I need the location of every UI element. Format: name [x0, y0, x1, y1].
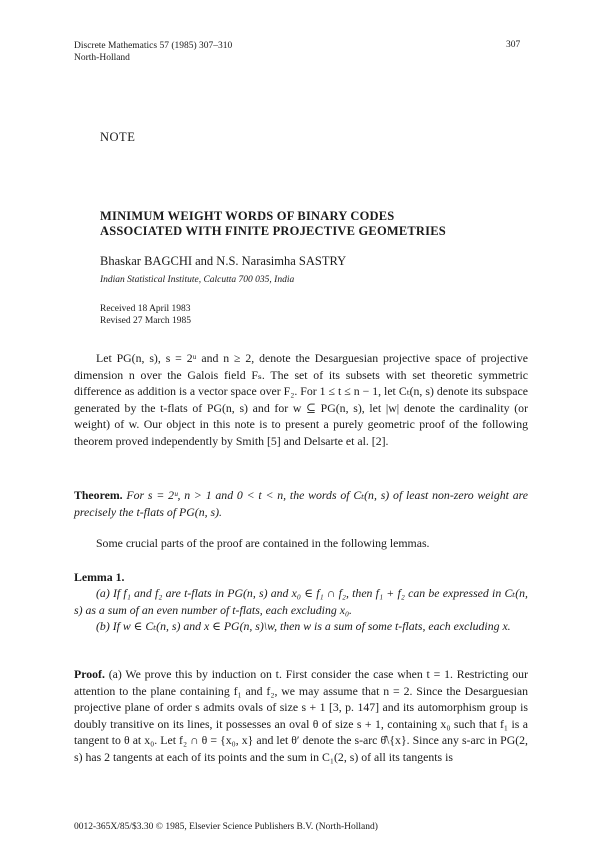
article-title — [100, 209, 530, 239]
intro-text: Let PG(n, s), s = 2ᵘ and n ≥ 2, denote the Desarguesian projective space of projective dimension n over the Galois field Fₛ. The set of its subsets with set theoretic symmetric difference as addition is a vector space over F₂. For 1 ≤ t ≤ n − 1, let Cₜ(n, s) denote its subspace generated by the t-flats of PG(n, s) and for w ⊆ PG(n, s), let |w| denote the cardinality (or weight) of w. Our object in this note is to present a purely geometric proof of the following theorem proved independently by Smith [5] and Delsarte et al. [2]. — [74, 351, 528, 448]
lemma-statement — [74, 585, 528, 635]
journal-citation: Discrete Mathematics 57 (1985) 307–310 — [74, 41, 233, 51]
revised-date: Revised 27 March 1985 — [100, 316, 192, 326]
lemma-part-b: (b) If w ∈ Cₜ(n, s) and x ∈ PG(n, s)\w, then w is a sum of some t-flats, each excluding x. — [96, 619, 511, 633]
title-line-2: ASSOCIATED WITH FINITE PROJECTIVE GEOMETRIES — [100, 224, 446, 238]
lemma-label: Lemma 1. — [74, 570, 125, 584]
proof-label: Proof. — [74, 667, 105, 681]
theorem-statement — [74, 487, 528, 520]
article-dates — [100, 303, 191, 327]
article-type: NOTE — [100, 130, 136, 144]
theorem-label: Theorem. — [74, 488, 123, 502]
proof-text: (a) We prove this by induction on t. First consider the case when t = 1. Restricting our attention to the plane containing f₁ and f₂, we may assume that n = 2. Since the Desarguesian projective plane of order s admits ovals of size s + 1 [3, p. 147] and its automorphism group is doubly transitive on its lines, it possesses an oval θ of size s + 1, containing x₀ such that f₁ is a tangent to θ at x₀. Let f₂ ∩ θ = {x₀, x} and let θ′ denote the s-arc θ̂\{x}. Since any s-arc in PG(2, s) has 2 tangents at each of its points and the sum in C₁(2, s) of all its tangents is — [74, 667, 528, 764]
proof-paragraph — [74, 666, 528, 765]
title-line-1: MINIMUM WEIGHT WORDS OF BINARY CODES — [100, 209, 395, 223]
author-list: Bhaskar BAGCHI and N.S. Narasimha SASTRY — [100, 254, 347, 268]
page-number: 307 — [506, 40, 521, 50]
lemmas-intro-text: Some crucial parts of the proof are contained in the following lemmas. — [96, 536, 430, 550]
author-affiliation: Indian Statistical Institute, Calcutta 700 035, India — [100, 275, 295, 285]
intro-paragraph — [74, 350, 528, 449]
lemmas-intro-paragraph — [74, 535, 528, 552]
copyright-footer: 0012-365X/85/$3.30 © 1985, Elsevier Science Publishers B.V. (North-Holland) — [74, 822, 378, 832]
running-header — [74, 40, 232, 64]
lemma-part-a: (a) If f₁ and f₂ are t-flats in PG(n, s) and x₀ ∈ f₁ ∩ f₂, then f₁ + f₂ can be expressed in Cₜ(n, s) as a sum of an even number of t-flats, each excluding x₀. — [74, 586, 528, 617]
theorem-text: For s = 2ᵘ, n > 1 and 0 < t < n, the words of Cₜ(n, s) of least non-zero weight are precisely the t-flats of PG(n, s). — [74, 488, 528, 519]
received-date: Received 18 April 1983 — [100, 304, 191, 314]
publisher-name: North-Holland — [74, 53, 130, 63]
